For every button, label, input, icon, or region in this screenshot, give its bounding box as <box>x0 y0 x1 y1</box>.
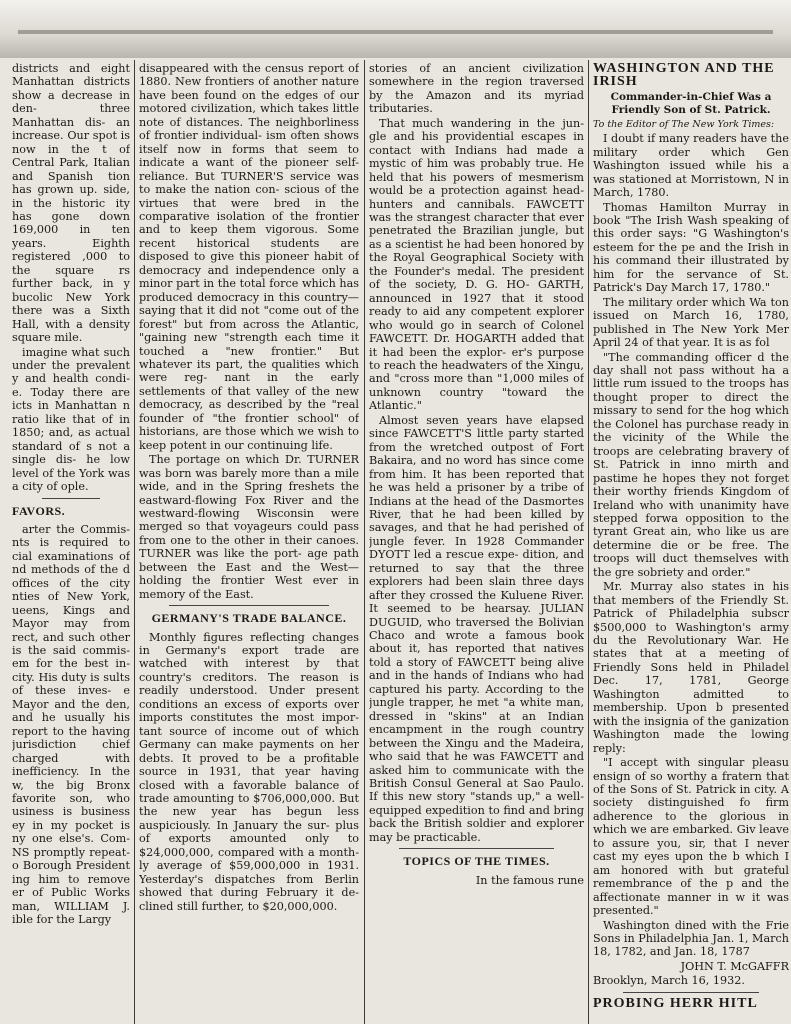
letter-heading: WASHINGTON AND THE IRISH <box>593 62 775 90</box>
paragraph: Monthly figures reflecting changes in Germany's export trade are watched with interest by that country's creditors. The reason is readily understood. Under present conditions an excess of exports over imports constitutes the most impor- tant source of income out of which Germany can make payments on her debts. It proved to be a profitable source in 1931, that year having closed with a favorable balance of trade amounting to $706,000,000. But the new year has begun less auspiciously. In January the sur- plus of exports amounted only to $24,000,000, compared with a month- ly average of $59,000,000 in 1931. Yesterday's dispatches from Berlin showed that during February it de- clined still further, to $20,000,000. <box>139 630 359 913</box>
section-heading: GERMANY'S TRADE BALANCE. <box>151 611 347 626</box>
paragraph: Almost seven years have elapsed since FAWCETT'S little party started from the wretched outpost of Fort Bakaira, and no word has since come from him. It has been reported that he was held a prisoner by a tribe of Indians at the head of the Dasmortes River, that he had been killed by savages, and that he had perished of jungle fever. In 1928 Commander DYOTT led a rescue expe- dition, and returned to say that the three explorers had been slain three days after they crossed the Kuluene River. It seemed to be hearsay. JULIAN DUGUID, who traversed the Bolivian Chaco and wrote a famous book about it, has reported that natives told a story of FAWCETT being alive and in the hands of Indians who had captured his party. According to the jungle trapper, he met "a white man, dressed in "skins" at an Indian encampment in the rough country between the Xingu and the Madeira, who said that he was FAWCETT and asked him to communicate with the British Consul General at Sao Paulo. If this new story "stands up," a well- equipped expedition to find and bring back the British soldier and explorer may be practicable. <box>369 413 584 844</box>
paragraph: I doubt if many readers have the military order which Gen Washington issued while his a was stationed at Morristown, N in March, 1780. <box>593 132 789 200</box>
section-heading: TOPICS OF THE TIMES. <box>403 854 550 869</box>
page-header-band <box>0 0 791 58</box>
column-1 <box>12 62 130 928</box>
section-heading: FAVORS. <box>12 503 66 518</box>
letter-subheading: Commander-in-Chief Was a Friendly Son of St. Patrick. <box>610 90 772 117</box>
section-rule <box>169 605 329 606</box>
paragraph: The military order which Wa ton issued on March 16, 1780, published in The New York Mer April 24 of that year. It is as fol <box>593 295 789 350</box>
paragraph: The portage on which Dr. TURNER was born was barely more than a mile wide, and in the Spring freshets the eastward-flowing Fox River and the westward-flowing Wisconsin were merged so that voyageurs could pass from one to the other in their canoes. TURNER was like the port- age path between the East and the West—holding the frontier West ever in memory of the East. <box>139 453 359 601</box>
paragraph: arter the Commis- nts is required to cial examinations of nd methods of the d offices of the city nties of New York, ueens, Kings and Mayor may from rect, and such other is the said commis- em for the best in- city. His duty is sults of these inves- e Mayor and the den, and he usually his report to the having jurisdiction chief charged with inefficiency. In the w, the big Bronx favorite son, who usiness is business ey in my pocket is ny one else's. Com- NS promptly repeat- o Borough President ing him to remove er of Public Works man, WILLIAM J. ible for the Largy <box>12 522 130 927</box>
column-4 <box>593 62 789 1012</box>
paragraph: stories of an ancient civilization somewhere in the region traversed by the Amazon and its myriad tributaries. <box>369 62 584 116</box>
paragraph: Thomas Hamilton Murray in book "The Irish Wash speaking of this order says: "G Washington's esteem for the pe and the Irish in his command their illustrated by him for the servance of St. Patrick's Day March 17, 1780." <box>593 200 789 295</box>
column-rule <box>134 60 135 1024</box>
paragraph: imagine what such under the prevalent y and health condi- e. Today there are icts in Manhattan n ratio like that of in 1850; and, as actual standard of s not a single dis- he low level of the York was a city of ople. <box>12 345 130 494</box>
paragraph: Mr. Murray also states in his that members of the Friendly St. Patrick of Philadelphia subscr $500,000 to Washington's army du the Revolutionary War. He states that at a meeting of Friendly Sons held in Philadel Dec. 17, 1781, George Washington admitted to membership. Upon b presented with the insignia of the ganization Washington made the lowing reply: <box>593 580 789 755</box>
section-rule <box>623 992 759 993</box>
section-rule <box>42 498 100 499</box>
paragraph: "I accept with singular pleasu ensign of so worthy a fratern that of the Sons of St. Patrick in city. A society distinguished fo firm adherence to the glorious in which we are embarked. Giv leave to assure you, sir, that I never cast my eyes upon the b which I am honored with but grateful remembrance of the p and the affectionate manner in w it was presented." <box>593 756 789 918</box>
section-rule <box>399 848 554 849</box>
signature: JOHN T. McGAFFR <box>680 959 789 973</box>
paragraph: In the famous rune <box>475 873 584 887</box>
header-rule <box>18 30 773 34</box>
editor-line: To the Editor of The New York Times: <box>593 118 775 130</box>
column-3 <box>369 62 584 888</box>
paragraph: That much wandering in the jun- gle and his providential escapes in contact with Indians had made a mystic of him was probably true. He held that his powers of mesmerism would be a protection against head- hunters and cannibals. FAWCETT was the strangest character that ever penetrated the Brazilian jungle, but as a scientist he had been honored by the Royal Geographical Society with the Founder's medal. The president of the society, D. G. HO- GARTH, announced in 1927 that it stood ready to aid any competent explorer who would go in search of Colonel FAWCETT. Dr. HOGARTH added that it had been the explor- er's purpose to reach the headwaters of the Xingu, and "cross more than "1,000 miles of unknown country "toward the Atlantic." <box>369 116 584 413</box>
paragraph: Washington dined with the Frie Sons in Philadelphia Jan. 1, March 18, 1782, and Jan. 18, 1787 <box>593 918 789 959</box>
dateline: Brooklyn, March 16, 1932. <box>593 974 745 988</box>
paragraph: disappeared with the census report of 1880. New frontiers of another nature have been found on the edges of our motored civilization, which takes little note of distances. The neighborliness of frontier individual- ism often shows itself now in forms that seem to indicate a want of the pioneer self-reliance. But TURNER'S service was to make the nation con- scious of the virtues that were bred in the comparative isolation of the frontier and to keep them vigorous. Some recent historical students are disposed to give this pioneer habit of democracy and independence only a minor part in the total force which has produced democracy in this country—saying that it did not "come out of the forest" but from across the Atlantic, "gaining new "strength each time it touched a "new frontier." But whatever its part, the qualities which were reg- nant in the early settlements of that valley of the new democracy, as described by the "real founder of "the frontier school" of historians, are those which we wish to keep potent in our continuing life. <box>139 62 359 452</box>
paragraph: "The commanding officer d the day shall not pass without ha a little rum issued to the troops has thought proper to direct the missary to send for the hog which the Colonel has purchase ready in the vicinity of the While the troops are celebrating bravery of St. Patrick in inno mirth and pastime he hopes they not forget their worthy friends Kingdom of Ireland who with unanimity have stepped forwa opposition to the tyrant Great ain, who like us are determine die or be free. The troops will duct themselves with the gre sobriety and order." <box>593 350 789 579</box>
section-heading: PROBING HERR HITL <box>593 995 758 1011</box>
paragraph: districts and eight Manhattan districts show a decrease in den- three Manhattan dis- an increase. Our spot is now in the t of Central Park, Italian and Spanish tion has grown up. side, in the historic ity has gone down 169,000 in ten years. Eighth registered ,000 to the square rs further back, in y bucolic New York there was a Sixth Hall, with a density square mile. <box>12 62 130 345</box>
column-2 <box>139 62 359 914</box>
column-rule <box>364 60 365 1024</box>
column-rule <box>588 60 589 1024</box>
